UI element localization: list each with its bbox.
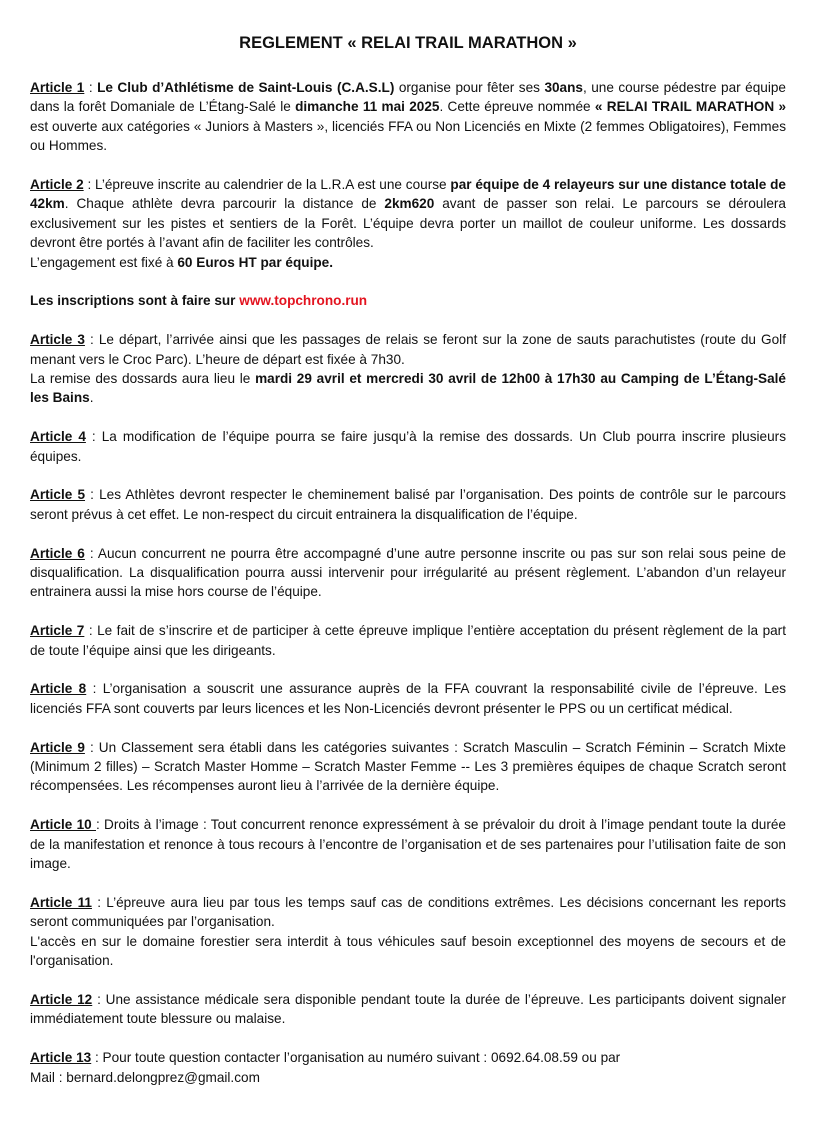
article-text: : Le départ, l’arrivée ainsi que les passages de relais se feront sur la zone de sauts parachutistes (route du Golf menant vers le Croc Parc). L’heure de départ est fixée à 7h30. bbox=[30, 332, 786, 367]
article-text: : L’organisation a souscrit une assurance auprès de la FFA couvrant la responsabilité civile de l’épreuve. Les licenciés FFA sont couverts par leurs licences et les Non-Licenciés devront présenter le PPS ou un certificat médical. bbox=[30, 681, 786, 716]
article-10 bbox=[30, 815, 786, 873]
article-label: Article 6 bbox=[30, 545, 85, 561]
document-page bbox=[30, 30, 786, 1106]
article-text: est ouverte aux catégories « Juniors à Masters », licenciés FFA ou Non Licenciés en Mixte (2 femmes Obligatoires), Femmes ou Hommes. bbox=[30, 118, 786, 154]
article-text: : L’épreuve inscrite au calendrier de la L.R.A est une course bbox=[83, 177, 451, 193]
article-bold: dimanche 11 mai 2025 bbox=[295, 99, 440, 115]
article-label: Article 5 bbox=[30, 487, 86, 503]
inscriptions-text: Les inscriptions sont à faire sur bbox=[30, 293, 240, 309]
article-bold: Le Club d’Athlétisme de Saint-Louis (C.A.S.L) bbox=[97, 80, 395, 95]
article-text: , une course pédestre par équipe dans la forêt Domaniale de L’Étang-Salé le bbox=[30, 80, 786, 115]
article-text: : Les Athlètes devront respecter le cheminement balisé par l’organisation. Des points de contrôle sur le parcours seront prévus à cet effet. Le non-respect du circuit entrainera la disqualification de l’équipe. bbox=[30, 487, 786, 522]
article-label: Article 4 bbox=[30, 429, 86, 445]
article-text: : Une assistance médicale sera disponible pendant toute la durée de l’épreuve. Les participants doivent signaler immédiatement toute blessure ou malaise. bbox=[30, 991, 786, 1027]
article-text: . bbox=[89, 390, 94, 406]
article-text: . Cette épreuve nommée bbox=[439, 99, 595, 115]
article-text: : Un Classement sera établi dans les catégories suivantes : Scratch Masculin – Scratch Féminin – Scratch Mixte (Minimum 2 filles) – Scratch Master Homme – Scratch Master Femme -- Les 3 premières équipes de chaque Scratch seront récompensées. Les récompenses auront lieu à l’arrivée de la dernière équipe. bbox=[30, 739, 786, 794]
article-3 bbox=[30, 330, 786, 408]
article-text: L’engagement est fixé à bbox=[30, 254, 178, 270]
article-2 bbox=[30, 175, 786, 272]
article-text: : L’épreuve aura lieu par tous les temps sauf cas de conditions extrêmes. Les décisions concernant les reports seront communiquées par l’organisation. bbox=[30, 894, 786, 930]
article-8 bbox=[30, 679, 786, 718]
article-bold: « RELAI TRAIL MARATHON » bbox=[594, 99, 787, 115]
article-13 bbox=[30, 1048, 786, 1087]
article-1 bbox=[30, 78, 786, 156]
article-bold: 60 Euros HT par équipe. bbox=[177, 254, 333, 270]
article-text: avant de passer son relai. Le parcours se déroulera exclusivement sur les pistes et sentiers de la Forêt. L’équipe devra porter un maillot de couleur uniforme. Les dossards devront être portés à l’avant afin de faciliter les contrôles. bbox=[30, 196, 786, 251]
article-label: Article 10 bbox=[30, 817, 96, 833]
article-label: Article 2 bbox=[30, 177, 84, 193]
article-label: Article 13 bbox=[30, 1050, 92, 1066]
document-title: REGLEMENT « RELAI TRAIL MARATHON » bbox=[239, 34, 577, 52]
article-label: Article 9 bbox=[30, 739, 85, 755]
article-text: : Droits à l’image : Tout concurrent renonce expressément à se prévaloir du droit à l’image pendant toute la durée de la manifestation et renonce à tous recours à l’encontre de l’organisation et de ses partenaires pour l’utilisation faite de son image. bbox=[30, 817, 786, 872]
article-4 bbox=[30, 427, 786, 466]
article-text: : bbox=[84, 80, 98, 95]
article-text: : Aucun concurrent ne pourra être accompagné d’une autre personne inscrite ou pas sur son relai sous peine de disqualification. La disqualification pourra aussi intervenir pour irrégularité au présent règlement. L’abandon d’un relayeur entrainera aussi la mise hors course de l’équipe. bbox=[30, 545, 786, 600]
article-line: L'accès en sur le domaine forestier sera interdit à tous véhicules sauf besoin exceptionnel des moyens de secours et de l'organisation. bbox=[30, 933, 786, 969]
article-text: . Chaque athlète devra parcourir la distance de bbox=[64, 196, 385, 212]
article-5 bbox=[30, 485, 786, 524]
inscriptions-line bbox=[30, 291, 786, 310]
article-bold: 30ans bbox=[544, 80, 583, 95]
article-bold: par équipe de 4 relayeurs sur une distance totale de 42km bbox=[30, 177, 786, 212]
article-text: organise pour fêter ses bbox=[394, 80, 545, 95]
article-11 bbox=[30, 893, 786, 971]
article-line bbox=[30, 369, 786, 408]
article-9 bbox=[30, 738, 786, 796]
article-label: Article 11 bbox=[30, 894, 92, 910]
article-label: Article 12 bbox=[30, 991, 93, 1007]
article-bold: 2km620 bbox=[384, 196, 435, 212]
article-text: : La modification de l’équipe pourra se faire jusqu’à la remise des dossards. Un Club pourra inscrire plusieurs équipes. bbox=[30, 429, 786, 464]
article-text: : Le fait de s’inscrire et de participer à cette épreuve implique l’entière acceptation du présent règlement de la part de toute l’équipe ainsi que les dirigeants. bbox=[30, 623, 786, 658]
article-label: Article 7 bbox=[30, 623, 85, 639]
article-12 bbox=[30, 990, 786, 1029]
article-label: Article 3 bbox=[30, 332, 85, 348]
article-6 bbox=[30, 544, 786, 602]
article-text: La remise des dossards aura lieu le bbox=[30, 371, 256, 387]
inscriptions-link[interactable]: www.topchrono.run bbox=[239, 293, 368, 309]
article-bold: mardi 29 avril et mercredi 30 avril de 12h00 à 17h30 au Camping de L’Étang-Salé les Bains bbox=[30, 371, 786, 406]
article-line bbox=[30, 253, 786, 272]
article-label: Article 1 bbox=[30, 80, 85, 95]
contact-email: Mail : bernard.delongprez@gmail.com bbox=[30, 1069, 260, 1085]
article-text: : Pour toute question contacter l’organisation au numéro suivant : 0692.64.08.59 ou par bbox=[91, 1050, 621, 1066]
article-label: Article 8 bbox=[30, 681, 87, 697]
article-7 bbox=[30, 621, 786, 660]
